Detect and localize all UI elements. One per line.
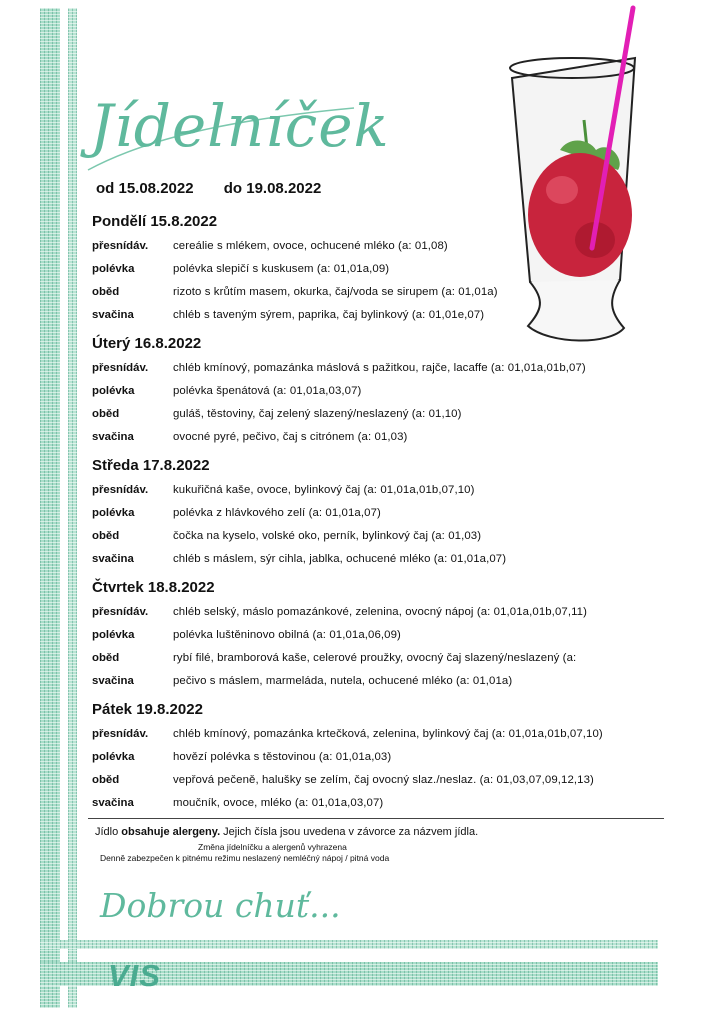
meal-text: polévka luštěninovo obilná (a: 01,01a,06,09) <box>173 629 401 641</box>
border-left-wide <box>40 8 60 1008</box>
meal-row <box>92 675 587 698</box>
day-tuesday <box>92 335 586 454</box>
meal-row <box>92 286 498 309</box>
day-title: Pondělí 15.8.2022 <box>92 213 218 230</box>
meal-row <box>92 629 587 652</box>
meal-label: polévka <box>92 629 135 641</box>
day-title: Středa 17.8.2022 <box>92 457 210 474</box>
vis-logo: VIS <box>108 958 161 993</box>
day-title: Úterý 16.8.2022 <box>92 335 202 352</box>
meal-text: rizoto s krůtím masem, okurka, čaj/voda se sirupem (a: 01,01a) <box>173 286 498 298</box>
meal-label: polévka <box>92 385 135 397</box>
meal-text: čočka na kyselo, volské oko, perník, bylinkový čaj (a: 01,03) <box>173 530 482 542</box>
meal-label: svačina <box>92 797 134 809</box>
meal-label: polévka <box>92 751 135 763</box>
meal-row <box>92 484 506 507</box>
change-note: Změna jídelníčku a alergenů vyhrazena <box>198 842 347 852</box>
meal-text: chléb s taveným sýrem, paprika, čaj bylinkový (a: 01,01e,07) <box>173 309 485 321</box>
meal-row <box>92 240 498 263</box>
meal-label: oběd <box>92 408 120 420</box>
meal-label: svačina <box>92 553 134 565</box>
meal-row <box>92 385 586 408</box>
allergen-note <box>95 826 478 838</box>
meal-label: přesnídáv. <box>92 728 149 740</box>
meal-text: cereálie s mlékem, ovoce, ochucené mléko (a: 01,08) <box>173 240 448 252</box>
meal-row <box>92 751 603 774</box>
meal-label: polévka <box>92 507 135 519</box>
day-title: Pátek 19.8.2022 <box>92 701 203 718</box>
meal-row <box>92 728 603 751</box>
meal-text: chléb selský, máslo pomazánkové, zelenina, ovocný nápoj (a: 01,01a,01b,07,11) <box>173 606 588 618</box>
meal-text: kukuřičná kaše, ovoce, bylinkový čaj (a: 01,01a,01b,07,10) <box>173 484 475 496</box>
meal-label: oběd <box>92 652 120 664</box>
meal-text: ovocné pyré, pečivo, čaj s citrónem (a: 01,03) <box>173 431 408 443</box>
day-title: Čtvrtek 18.8.2022 <box>92 579 215 596</box>
meal-text: polévka slepičí s kuskusem (a: 01,01a,09) <box>173 263 390 275</box>
meal-label: oběd <box>92 530 120 542</box>
border-left-narrow <box>68 8 77 1008</box>
meal-row <box>92 431 586 454</box>
date-to: do 19.08.2022 <box>223 180 322 197</box>
meal-row <box>92 797 603 820</box>
allergen-note-suffix: Jejich čísla jsou uvedena v závorce za názvem jídla. <box>220 826 479 838</box>
day-thursday <box>92 579 587 698</box>
border-bottom-narrow <box>40 940 658 949</box>
glass-with-raspberry-icon <box>500 0 670 350</box>
meal-text: guláš, těstoviny, čaj zelený slazený/neslazený (a: 01,10) <box>173 408 462 420</box>
footer-divider <box>88 818 664 819</box>
meal-label: svačina <box>92 675 134 687</box>
page-title: Jídelníček <box>90 92 390 160</box>
meal-text: chléb kmínový, pomazánka krtečková, zelenina, bylinkový čaj (a: 01,01a,01b,07,10) <box>173 728 603 740</box>
meal-row <box>92 652 587 675</box>
meal-row <box>92 263 498 286</box>
allergen-note-bold: obsahuje alergeny. <box>121 826 221 838</box>
meal-text: chléb s máslem, sýr cihla, jablka, ochucené mléko (a: 01,01a,07) <box>173 553 507 565</box>
meal-label: přesnídáv. <box>92 362 149 374</box>
meal-row <box>92 408 586 431</box>
meal-row <box>92 774 603 797</box>
meal-row <box>92 309 498 332</box>
day-wednesday <box>92 457 506 576</box>
meal-label: svačina <box>92 431 134 443</box>
meal-row <box>92 553 506 576</box>
date-range <box>96 180 347 197</box>
meal-text: vepřová pečeně, halušky se zelím, čaj ovocný slaz./neslaz. (a: 01,03,07,09,12,13) <box>173 774 594 786</box>
meal-text: moučník, ovoce, mléko (a: 01,01a,03,07) <box>173 797 384 809</box>
meal-row <box>92 530 506 553</box>
meal-row <box>92 507 506 530</box>
day-friday <box>92 701 603 820</box>
meal-text: rybí filé, bramborová kaše, celerové proužky, ovocný čaj slazený/neslazený (a: <box>173 652 577 664</box>
farewell-text: Dobrou chuť... <box>100 886 341 925</box>
drink-note: Denně zabezpečen k pitnému režimu neslazený nemléčný nápoj / pitná voda <box>100 853 390 863</box>
meal-label: přesnídáv. <box>92 606 149 618</box>
meal-label: svačina <box>92 309 134 321</box>
day-monday <box>92 213 498 332</box>
date-from: od 15.08.2022 <box>96 180 194 197</box>
meal-text: pečivo s máslem, marmeláda, nutela, ochucené mléko (a: 01,01a) <box>173 675 513 687</box>
meal-label: přesnídáv. <box>92 484 149 496</box>
meal-row <box>92 362 586 385</box>
meal-label: polévka <box>92 263 135 275</box>
meal-text: chléb kmínový, pomazánka máslová s pažitkou, rajče, lacaffe (a: 01,01a,01b,07) <box>173 362 586 374</box>
meal-text: polévka z hlávkového zelí (a: 01,01a,07) <box>173 507 381 519</box>
meal-text: polévka špenátová (a: 01,01a,03,07) <box>173 385 362 397</box>
meal-row <box>92 606 587 629</box>
allergen-note-prefix: Jídlo <box>95 826 122 838</box>
meal-label: přesnídáv. <box>92 240 149 252</box>
meal-label: oběd <box>92 286 120 298</box>
meal-text: hovězí polévka s těstovinou (a: 01,01a,03) <box>173 751 392 763</box>
meal-label: oběd <box>92 774 120 786</box>
